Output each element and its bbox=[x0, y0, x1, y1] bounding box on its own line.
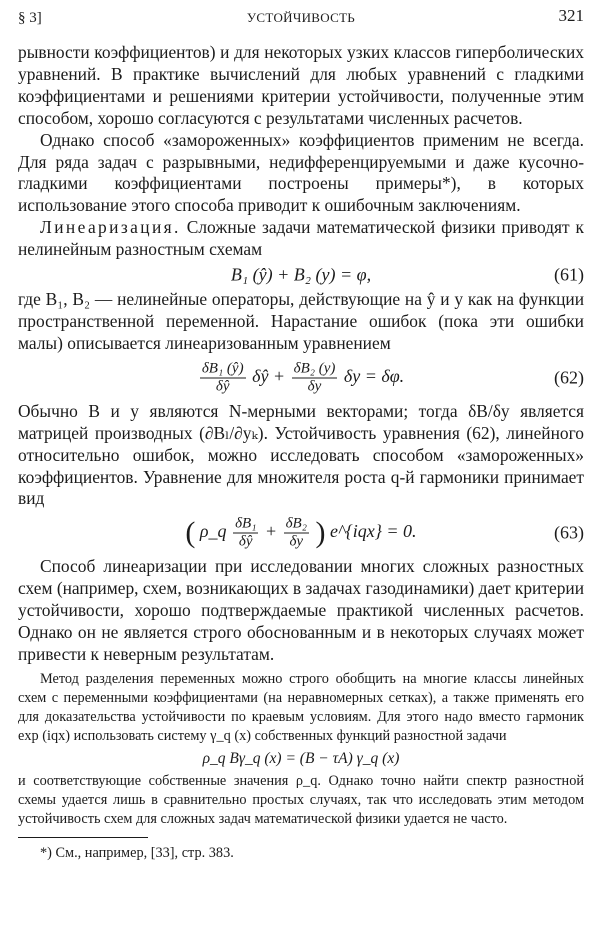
running-title: УСТОЙЧИВОСТЬ bbox=[246, 10, 356, 25]
paragraph-continuation: рывности коэффициентов) и для некоторых узких классов гиперболических уравнений. В практике вычислений для любых уравнений с гладкими коэффициентами и решениями критерии устойчивости, полученные этим способом, хорошо согласуются с результатами численных расчетов. bbox=[18, 42, 584, 128]
equation-61-number: (61) bbox=[554, 264, 584, 285]
equation-63-formula: ( ρ_q $\frac{\text{δB₁}}{\delta ŷ}$ + $\frac{\text{δB₂}}{\delta y}$ ) e^{iqx} = 0. bbox=[185, 515, 417, 550]
equation-63 bbox=[18, 510, 584, 556]
main-text bbox=[18, 42, 584, 863]
paragraph-frozen-coefficients: Однако способ «замороженных» коэффициентов применим не всегда. Для ряда задач с разрывными, недифференцируемыми и даже кусочно-гладкими коэффициентами построены примеры*), в которых использование этого способа приводит к ошибочным заключениям. bbox=[18, 129, 584, 216]
equation-63-fraction-1: $\frac{\text{δB₁}}{\delta ŷ}$ bbox=[235, 515, 257, 550]
smallprint-paragraph-1: Метод разделения переменных можно строго обобщить на многие классы линейных схем с переменными коэффициентами (на неравномерных сетках), а также применять его для доказательства устойчивости по краевым условиям. Для этого надо вместо гармоник exp (iqx) использовать систему γ_q (x) собственных функций разностной задачи bbox=[18, 670, 584, 744]
equation-63-number: (63) bbox=[554, 522, 584, 543]
equation-62-fraction-2: $\frac{\text{δB₂ (y)}}{\delta y}$ bbox=[293, 360, 336, 395]
smallprint-equation bbox=[18, 746, 584, 772]
equation-62-formula: $\frac{\text{δB₁ (ŷ)}}{\delta ŷ}$ δŷ + $\frac{\text{δB₂ (y)}}{\delta y}$ δy = δφ. bbox=[201, 360, 405, 395]
footnote: *) См., например, [33], стр. 383. bbox=[40, 844, 234, 861]
page-header bbox=[18, 4, 584, 30]
equation-61 bbox=[18, 261, 584, 289]
linearization-intro: Сложные задачи математической физики приводят к нелинейным разностным схемам bbox=[18, 217, 584, 260]
smallprint-equation-formula: ρ_q Bγ_q (x) = (B − τA) γ_q (x) bbox=[202, 749, 400, 767]
equation-62 bbox=[18, 355, 584, 401]
section-marker: § 3] bbox=[18, 10, 42, 26]
paragraph-nonlinear-operators: где B₁, B₂ — нелинейные операторы, действующие на ŷ и y как на функции пространственной переменной. Нарастание ошибок (пока эти ошибки малы) описывается линеаризованным уравнением bbox=[18, 289, 584, 353]
equation-62-fraction-1: $\frac{\text{δB₁ (ŷ)}}{\delta ŷ}$ bbox=[201, 360, 244, 395]
linearization-heading: Линеаризация. bbox=[40, 217, 181, 238]
paragraph-linearization bbox=[18, 217, 584, 261]
smallprint-block bbox=[18, 670, 584, 829]
equation-63-fraction-2: $\frac{\text{δB₂}}{\delta y}$ bbox=[285, 515, 307, 550]
paragraph-linearization-method: Способ линеаризации при исследовании многих сложных разностных схем (например, схем, возникающих в задачах газодинамики) дает критерии устойчивости, хорошо подтверждаемые практикой численных расчетов. Однако он не является строго обоснованным и в некоторых случаях может привести к неверным результатам. bbox=[18, 556, 584, 664]
smallprint-paragraph-2: и соответствующие собственные значения ρ_q. Однако точно найти спектр разностной схемы удается лишь в сравнительно простых случаях, так что исследовать этим методом устойчивость схем для сложных задач математической физики удается не часто. bbox=[18, 772, 584, 827]
equation-61-formula: B₁ (ŷ) + B₂ (y) = φ, bbox=[230, 264, 372, 285]
footnote-rule bbox=[18, 837, 148, 838]
paragraph-vectors: Обычно B и y являются N-мерными векторами; тогда δB/δy является матрицей производных (∂Bₗ/∂yₖ). Устойчивость уравнения (62), линейного относительно ошибок, можно исследовать способом «замороженных» коэффициентов. Уравнение для множителя роста q-й гармоники принимает вид bbox=[18, 400, 584, 509]
page-number: 321 bbox=[558, 6, 584, 25]
equation-62-number: (62) bbox=[554, 367, 584, 388]
